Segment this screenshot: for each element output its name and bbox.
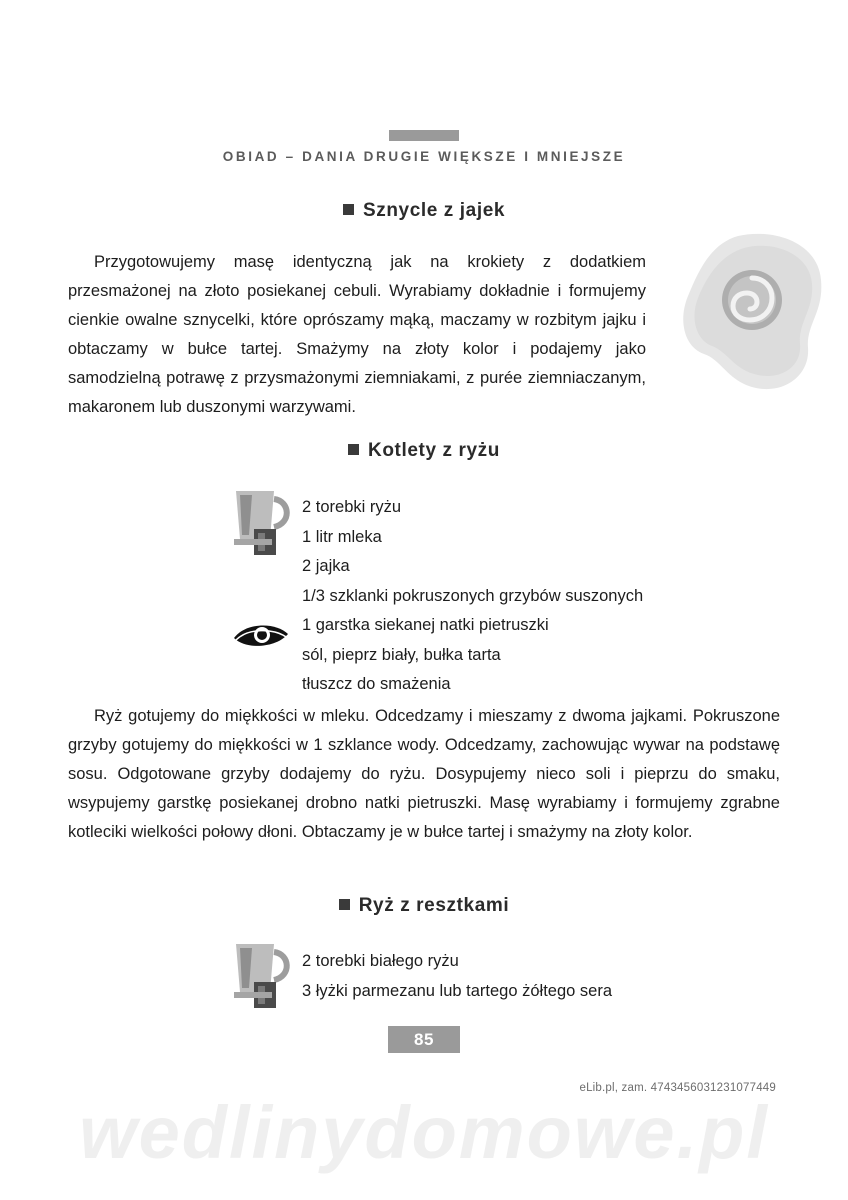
recipe-body-1-text: Przygotowujemy masę identyczną jak na krokiety z dodatkiem przesmażonej na złoto posiekanej cebuli. Wyrabiamy dokładnie i formujemy cienkie owalne sznycelki, które oprószamy mąką, maczamy w rozbitym jajku i obtaczamy w bułce tartej. Smażymy na złoty kolor i podajemy jako samodzielną potrawę z przysmażonymi ziemniakami, z purée ziemniaczanym, makaronem lub duszonymi warzywami. [68, 253, 646, 416]
jug-icon [228, 487, 296, 559]
footer-note: eLib.pl, zam. 4743456031231077449 [579, 1082, 776, 1094]
recipe-title-1 [0, 200, 848, 222]
recipe-body-2 [68, 702, 780, 847]
list-item: 3 łyżki parmezanu lub tartego żółtego sera [302, 981, 613, 1000]
recipe-title-1-text: Sznycle z jajek [362, 200, 506, 221]
eye-icon [232, 620, 290, 650]
recipe-body-2-text: Ryż gotujemy do miękkości w mleku. Odcedzamy i mieszamy z dwoma jajkami. Pokruszone grzyby gotujemy do miękkości w 1 szklance wody. Odcedzamy, zachowując wywar na podstawę sosu. Odgotowane grzyby dodajemy do ryżu. Dosypujemy nieco soli i pieprzu do smaku, wsypujemy garstkę posiekanej drobno natki pietruszki. Masę wyrabiamy i formujemy zgrabne kotleciki wielkości połowy dłoni. Obtaczamy je w bułce tartej i smażymy na złoty kolor. [68, 707, 780, 841]
ingredient-list-3 [302, 947, 612, 1006]
recipe-title-2-text: Kotlety z ryżu [368, 440, 500, 461]
list-item: 1/3 szklanki pokruszonych grzybów suszonych [302, 586, 644, 605]
recipe-body-1 [68, 248, 646, 422]
running-head [0, 130, 848, 164]
recipe-title-3-text: Ryż z resztkami [358, 895, 510, 916]
fried-egg-icon [678, 228, 828, 408]
list-item: 1 garstka siekanej natki pietruszki [302, 616, 549, 634]
recipe-title-2 [0, 440, 848, 462]
list-item: 1 litr mleka [302, 527, 382, 546]
list-item: 2 jajka [302, 557, 350, 575]
square-bullet-icon [339, 899, 350, 910]
square-bullet-icon [348, 444, 359, 455]
ingredient-list-2 [302, 493, 643, 700]
recipe-title-3 [0, 895, 848, 917]
header-rule [389, 130, 459, 141]
list-item: tłuszcz do smażenia [302, 675, 451, 693]
page-number: 85 [388, 1026, 460, 1053]
square-bullet-icon [343, 204, 354, 215]
watermark: wedlinydomowe.pl [79, 1091, 769, 1174]
list-item: sól, pieprz biały, bułka tarta [302, 645, 501, 664]
list-item: 2 torebki ryżu [302, 498, 402, 516]
jug-icon [228, 940, 296, 1012]
running-head-text: OBIAD – DANIA DRUGIE WIĘKSZE I MNIEJSZE [222, 149, 626, 164]
list-item: 2 torebki białego ryżu [302, 952, 459, 970]
